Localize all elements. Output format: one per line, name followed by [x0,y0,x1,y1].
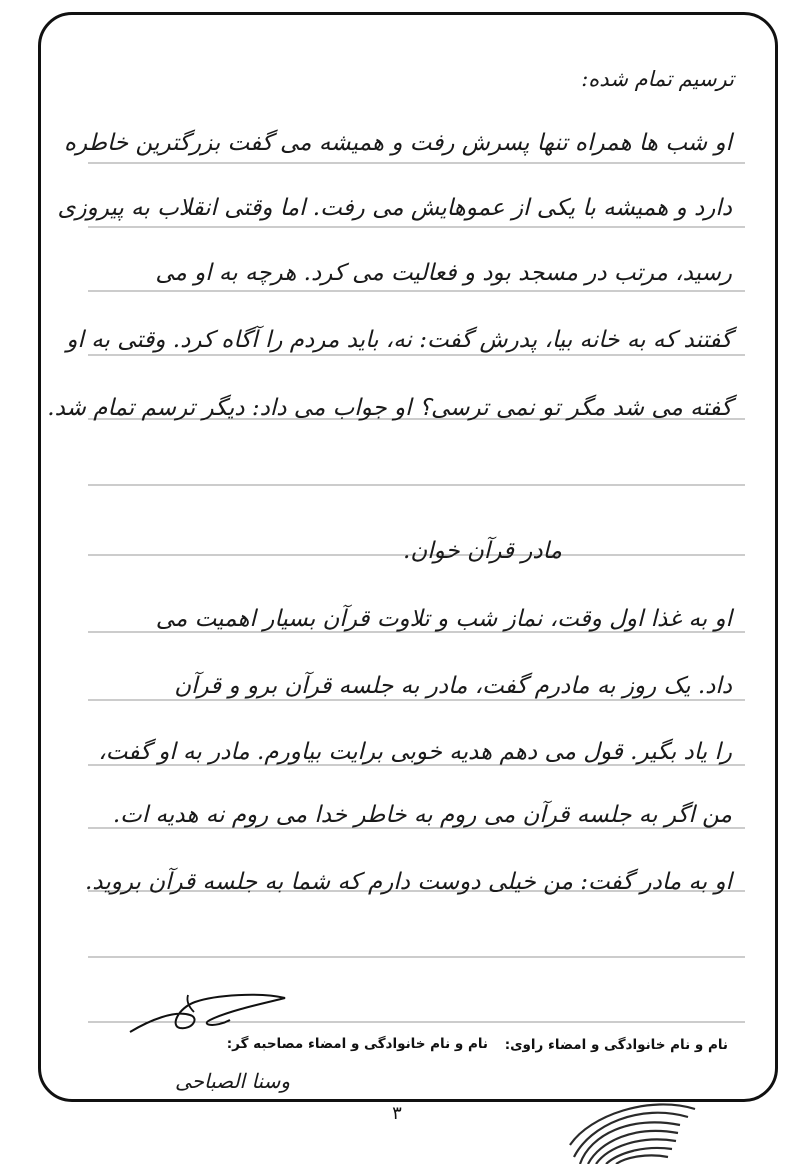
handwritten-line-8: او به غذا اول وقت، نماز شب و تلاوت قرآن بسیار اهمیت می [155,606,732,632]
handwritten-line-12: او به مادر گفت: من خیلی دوست دارم که شما به جلسه قرآن بروید. [84,869,732,895]
handwritten-line-10: را یاد بگیر. قول می دهم هدیه خوبی برایت بیاورم. مادر به او گفت، [98,739,732,765]
signature-scribble [120,990,300,1040]
narrator-signature-label: نام و نام خانوادگی و امضاء راوی: [504,1037,728,1053]
handwritten-line-5: گفتند که به خانه بیا، پدرش گفت: نه، باید مردم را آگاه کرد. وقتی به او [66,327,732,353]
interviewer-signature-label: نام و نام خانوادگی و امضاء مصاحبه گر: [226,1036,488,1052]
interviewer-handwritten-name: وسنا الصباحی [174,1069,290,1093]
handwritten-heading-quran-mother: مادر قرآن خوان. [403,538,562,564]
page-number: ۳ [392,1103,402,1124]
handwritten-line-3: دارد و همیشه با یکی از عموهایش می رفت. اما وقتی انقلاب به پیروزی [57,195,732,221]
handwritten-line-1: ترسیم تمام شده: [581,67,734,91]
handwritten-line-9: داد. یک روز به مادرم گفت، مادر به جلسه قرآن برو و قرآن [174,673,732,699]
handwritten-line-4: رسید، مرتب در مسجد بود و فعالیت می کرد. هرچه به او می [155,260,732,286]
handwritten-line-11: من اگر به جلسه قرآن می روم به خاطر خدا می روم نه هدیه ات. [112,802,732,828]
fingerprint-mark [560,1095,710,1164]
handwritten-line-2: او شب ها همراه تنها پسرش رفت و همیشه می گفت بزرگترین خاطره [63,130,732,156]
handwritten-line-6: گفته می شد مگر تو نمی ترسی؟ او جواب می داد: دیگر ترسم تمام شد. [47,395,732,421]
